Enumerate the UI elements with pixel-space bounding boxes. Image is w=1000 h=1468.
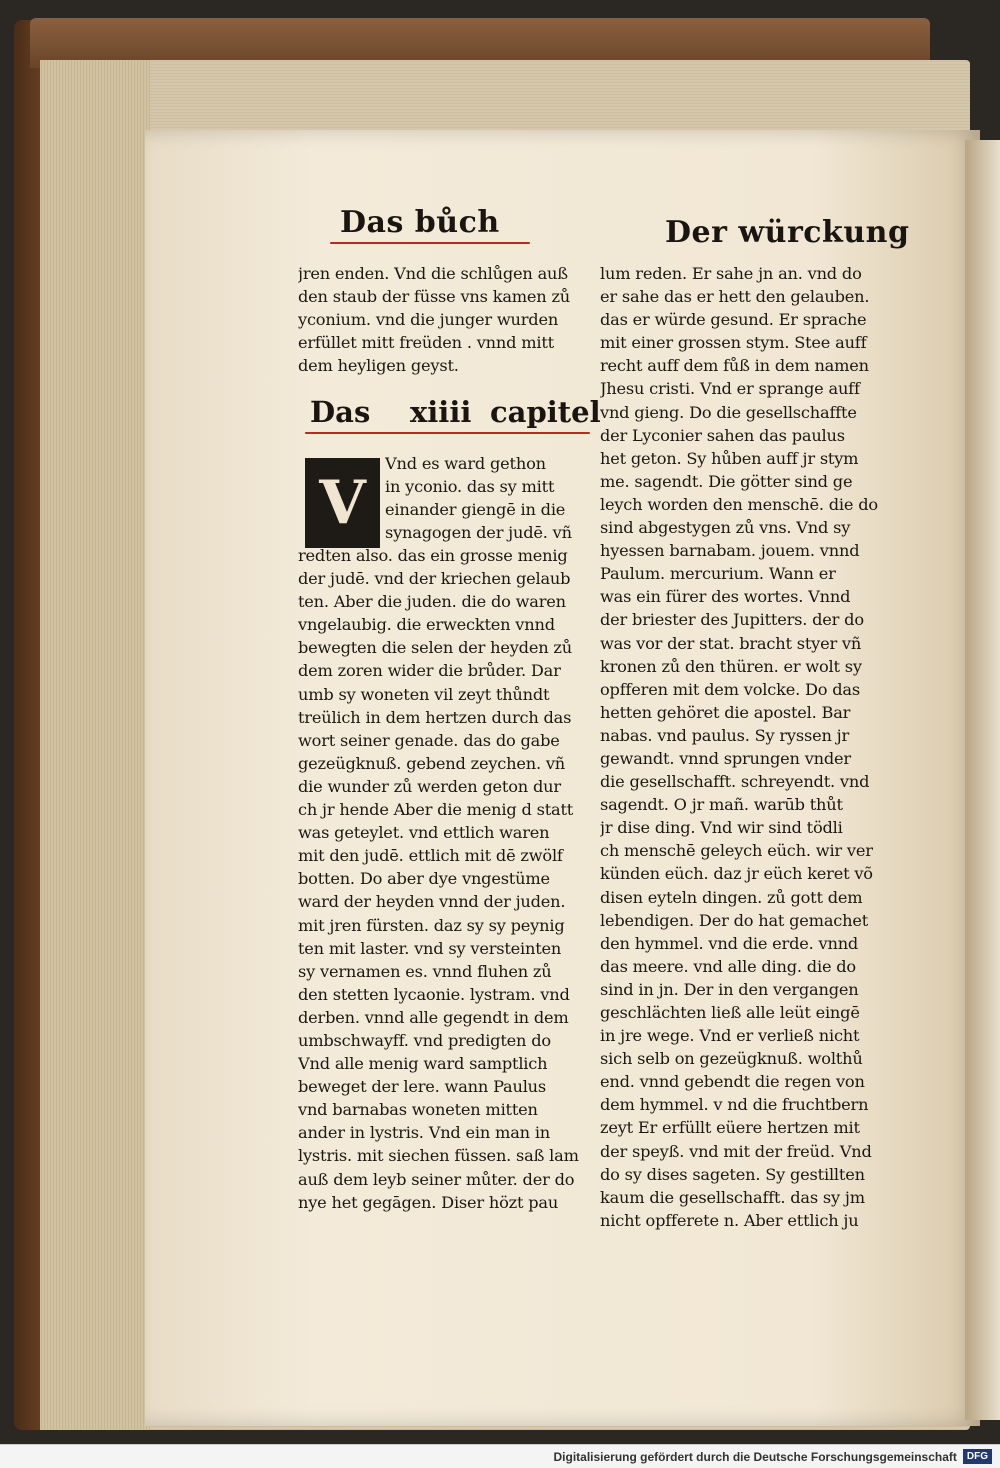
text-line: den hymmel. vnd die erde. vnnd (600, 933, 859, 953)
text-line: dem hymmel. v nd die fruchtbern (600, 1095, 869, 1115)
running-head-right: Der würckung (665, 215, 910, 250)
footer-text: Digitalisierung gefördert durch die Deutsche Forschungsgemeinschaft (553, 1449, 957, 1464)
text-line: hetten gehöret die apostel. Bar (600, 702, 851, 722)
text-line: er sahe das er hett den gelauben. (600, 287, 870, 307)
text-line: Paulum. mercurium. Wann er (600, 564, 836, 584)
text-line: die gesellschafft. schreyendt. vnd (600, 772, 870, 792)
text-line: vnd barnabas woneten mitten (298, 1100, 538, 1120)
decorated-initial (305, 458, 380, 548)
text-line: was vor der stat. bracht styer vñ (600, 633, 862, 653)
fore-edge-pages (40, 60, 150, 1430)
text-line: end. vnnd gebendt die regen von (600, 1072, 865, 1092)
dfg-logo-icon: DFG (963, 1449, 992, 1464)
initial-letter: V (319, 468, 366, 538)
text-line: wort seiner genade. das do gabe (298, 730, 560, 750)
text-line: lystris. mit siechen füssen. saß lam (298, 1146, 579, 1166)
text-line: kronen zů den thüren. er wolt sy (600, 656, 862, 676)
text-line: mit den judē. ettlich mit dē zwölf (298, 846, 563, 866)
text-line: der Lyconier sahen das paulus (600, 425, 845, 445)
chapter-heading-number: xiiii (410, 395, 472, 429)
text-line: opfferen mit dem volcke. Do das (600, 679, 860, 699)
chapter-heading-label: capitel (490, 395, 601, 429)
text-line: in yconio. das sy mitt (385, 477, 555, 497)
text-line: mit jren fürsten. daz sy sy peynig (298, 915, 565, 935)
text-line: zeyt Er erfüllt eüere hertzen mit (600, 1118, 860, 1138)
running-head-left: Das bůch (340, 205, 500, 240)
text-line: ch jr hende Aber die menig d statt (298, 800, 574, 820)
text-line: Vnd es ward gethon (385, 454, 546, 473)
text-line: botten. Do aber dye vngestüme (298, 869, 550, 889)
text-line: in jre wege. Vnd er verließ nicht (600, 1026, 860, 1046)
text-line: mit einer grossen stym. Stee auff (600, 333, 867, 353)
text-line: lum reden. Er sahe jn an. vnd do (600, 264, 862, 283)
text-line: sy vernamen es. vnnd fluhen zů (298, 961, 552, 981)
text-line: vngelaubig. die erweckten vnnd (298, 615, 555, 635)
text-line: het geton. Sy hůben auff jr stym (600, 448, 859, 468)
left-column-body (298, 544, 598, 1214)
facing-page-edge (965, 140, 1000, 1420)
text-line: ten. Aber die juden. die do waren (298, 592, 566, 612)
text-line: dem zoren wider die brůder. Dar (298, 661, 561, 681)
text-line: synagogen der judē. vñ (385, 523, 572, 543)
text-line: einander giengē in die (385, 500, 566, 520)
text-line: was geteylet. vnd ettlich waren (298, 823, 550, 843)
text-line: bewegten die selen der heyden zů (298, 638, 572, 658)
text-line: ch menschē geleych eüch. wir ver (600, 841, 873, 861)
text-line: umb sy woneten vil zeyt thůndt (298, 684, 550, 704)
running-head-left-underline (330, 242, 530, 244)
text-line: sind in jn. Der in den vergangen (600, 979, 859, 999)
right-column (600, 262, 905, 1232)
text-line: erfüllet mitt freüden . vnnd mitt (298, 333, 554, 353)
text-line: me. sagendt. Die götter sind ge (600, 471, 853, 491)
text-line: was ein fürer des wortes. Vnnd (600, 587, 851, 607)
text-line: derben. vnnd alle gegendt in dem (298, 1007, 569, 1027)
text-line: do sy dises sageten. Sy gestillten (600, 1164, 865, 1184)
text-line: sagendt. O jr mañ. warūb thůt (600, 795, 843, 815)
chapter-heading-word: Das (310, 395, 371, 429)
text-line: gewandt. vnnd sprungen vnder (600, 748, 851, 768)
text-line: redten also. das ein grosse menig (298, 546, 568, 565)
text-line: ten mit laster. vnd sy versteinten (298, 938, 562, 958)
text-line: disen eyteln dingen. zů gott dem (600, 887, 863, 907)
text-line: gezeügknuß. gebend zeychen. vñ (298, 753, 566, 773)
text-line: geschlächten ließ alle leüt eingē (600, 1003, 860, 1022)
left-column-top (298, 262, 598, 377)
text-line: die wunder zů werden geton dur (298, 776, 561, 796)
text-line: treülich in dem hertzen durch das (298, 707, 572, 727)
chapter-heading-underline (305, 432, 590, 434)
text-line: den stetten lycaonie. lystram. vnd (298, 984, 570, 1004)
text-line: vnd gieng. Do die gesellschaffte (600, 402, 857, 422)
text-line: den staub der füsse vns kamen zů (298, 287, 571, 307)
text-line: yconium. vnd die junger wurden (298, 310, 559, 330)
text-line: Vnd alle menig ward samptlich (298, 1054, 548, 1074)
text-line: recht auff dem fůß in dem namen (600, 356, 869, 376)
text-line: der briester des Jupitters. der do (600, 610, 864, 630)
text-line: ward der heyden vnnd der juden. (298, 892, 566, 912)
text-line: Jhesu cristi. Vnd er sprange auff (600, 379, 860, 399)
text-line: nye het gegāgen. Diser hözt pau (298, 1192, 559, 1212)
text-line: jren enden. Vnd die schlůgen auß (298, 264, 568, 283)
text-line: leych worden den menschē. die do (600, 494, 878, 514)
text-line: hyessen barnabam. jouem. vnnd (600, 541, 860, 561)
text-line: nicht opfferete n. Aber ettlich ju (600, 1210, 859, 1230)
text-line: dem heyligen geyst. (298, 356, 459, 376)
text-line: sich selb on gezeügknuß. wolthů (600, 1049, 863, 1069)
text-line: künden eüch. daz jr eüch keret võ (600, 864, 873, 884)
text-line: das meere. vnd alle ding. die do (600, 956, 856, 976)
left-column-body-indented (385, 452, 600, 544)
text-line: der judē. vnd der kriechen gelaub (298, 569, 571, 589)
text-line: jr dise ding. Vnd wir sind tödli (600, 818, 843, 838)
text-line: lebendigen. Der do hat gemachet (600, 910, 869, 930)
text-line: der speyß. vnd mit der freüd. Vnd (600, 1141, 872, 1161)
text-line: sind abgestygen zů vns. Vnd sy (600, 518, 851, 538)
text-line: beweget der lere. wann Paulus (298, 1077, 547, 1097)
text-line: kaum die gesellschafft. das sy jm (600, 1187, 865, 1207)
text-line: auß dem leyb seiner můter. der do (298, 1169, 575, 1189)
digitization-footer (0, 1444, 1000, 1468)
text-line: das er würde gesund. Er sprache (600, 310, 867, 330)
text-line: ander in lystris. Vnd ein man in (298, 1123, 551, 1143)
text-line: umbschwayff. vnd predigten do (298, 1030, 551, 1050)
text-line: nabas. vnd paulus. Sy ryssen jr (600, 725, 849, 745)
